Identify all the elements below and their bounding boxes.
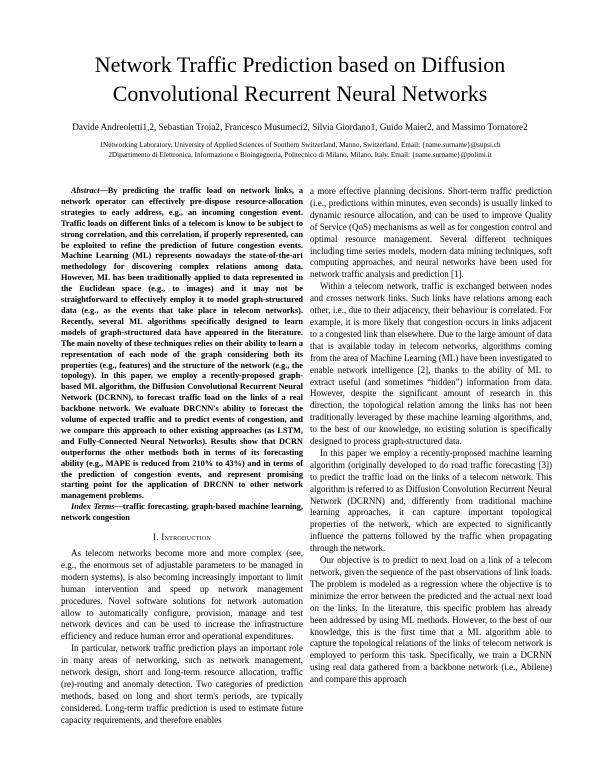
paragraph: In particular, network traffic prediction plays an important role in many areas of networking, such as network management, network design, short and long-term resource allocation, traffic (re)-routing and anomaly detection. Two categories of prediction methods, based on long and short term's periods, are typically considered. Long-term traffic prediction is used to estimate future capacity requirements, and therefore enables xyxy=(61,643,303,725)
abstract-lead: Abstract xyxy=(71,186,100,195)
index-terms-lead: Index Terms xyxy=(71,502,115,512)
paragraph: Our objective is to predict to next load on a link of a telecom network, given the sequence of the past observations of link loads. The problem is modeled as a regression where the objective is to minimize the error between the predicted and the actual next load on the links. In the literature, this specific problem has already been addressed by using ML methods. However, to the best of our knowledge, this is the first time that a ML algorithm able to capture the topological relations of the links of telecom network is employed to perform this task. Specifically, we train a DCRNN using real data gathered from a backbone network (i.e., Abilene) and compare this approach xyxy=(310,555,552,685)
author-list: Davide Andreoletti1,2, Sebastian Troia2, Francesco Musumeci2, Silvia Giordano1, Guido Maier2, and Massimo Tornatore2 xyxy=(72,122,528,132)
right-column xyxy=(310,186,552,764)
paragraph: a more effective planning decisions. Short-term traffic prediction (i.e., predictions within minutes, even seconds) is usually linked to dynamic resource allocation, and can be used to improve Quality of Service (QoS) mechanisms as well as for congestion control and optimal resource management. Several different techniques including time series models, modern data mining techniques, soft computing approaches, and neural networks have been used for network traffic analysis and prediction [1]. xyxy=(310,186,552,280)
affiliation-2: 2Dipartimento di Elettronica, Informazione e Bioingegneria, Politecnico di Milano, Milano, Italy, Email: {name.surname}@polimi.it xyxy=(108,150,492,159)
affiliations xyxy=(20,141,580,160)
abstract-text: —By predicting the traffic load on network links, a network operator can effectively pre-dispose resource-allocation strategies to early address, e.g., an incoming congestion event. Traffic loads on different links of a telecom is know to be subject to strong correlation, and this correlation, if properly represented, can be exploited to refine the prediction of future congestion events. Machine Learning (ML) represents nowadays the state-of-the-art methodology for discovering complex relations among data. However, ML has been traditionally applied to data represented in the Euclidean space (e.g., to images) and it may not be straightforward to effectively employ it to model graph-structured data (e.g., as the events that take place in telecom networks). Recently, several ML algorithms specifically designed to learn models of graph-structured data have appeared in the literature. The main novelty of these techniques relies on their ability to learn a representation of each node of the graph considering both its properties (e.g., features) and the structure of the network (e.g., the topology). In this paper, we employ a recently-proposed graph-based ML algorithm, the Diffusion Convolutional Recurrent Neural Network (DCRNN), to forecast traffic load on the links of a real backbone network. We evaluate DRCNN's ability to forecast the volume of expected traffic and to predict events of congestion, and we compare this approach to other existing approaches (as LSTM, and Fully-Connected Neural Networks). Results show that DCRN outperforms the other methods both in terms of its forecasting ability (e.g., MAPE is reduced from 210% to 43%) and in terms of the prediction of congestion events, and represent promising starting point for the application of DRCNN to other network management problems. xyxy=(61,186,303,501)
index-terms-text: —traffic forecasting, graph-based machine learning, network congestion xyxy=(61,502,303,523)
index-terms xyxy=(61,502,303,524)
left-column xyxy=(61,186,303,764)
section-heading-introduction: I. Introduction xyxy=(152,532,212,543)
paragraph: In this paper we employ a recently-proposed machine learning algorithm (originally developed to do road traffic forecasting [3]) to predict the traffic load on the links of a telecom network. This algorithm is referred to as Diffusion Convolution Recurrent Neural Network (DCRNN) and, differently from traditional machine learning approaches, it can capture important topological properties of the network, which are expected to significantly influence the patterns followed by the traffic when propagating through the network. xyxy=(310,447,552,554)
paper-title: Network Traffic Prediction based on Diffusion Convolutional Recurrent Neural Networks xyxy=(94,52,506,106)
abstract xyxy=(61,186,303,502)
paragraph: As telecom networks become more and more complex (see, e.g., the enormous set of adjustable parameters to be managed in modern systems), is also becoming increasingly important to limit human intervention and speed up network management procedures. Novel software solutions for network automation allow to automatically configure, provision, manage and test network devices and can be used to increase the infrastructure efficiency and reduce human error and operational expenditures. xyxy=(61,548,303,642)
affiliation-1: 1Networking Laboratory, University of Applied Sciences of Southern Switzerland, Manno, Switzerland, Email: {name.surname}@supsi.ch xyxy=(99,141,501,149)
paragraph: Within a telecom network, traffic is exchanged between nodes and crosses network links. Such links have relations among each other, i.e., due to their adjacency, their behaviour is correlated. For example, it is more likely that congestion occurs in links adjacent to a congested link than elsewhere. Due to the large amount of data that is available today in telecom networks, algorithms coming from the area of Machine Learning (ML) have been investigated to enable network intelligence [2], thanks to the ability of ML to extract useful (and sometimes “hidden”) information from data. However, despite the significant amount of research in this direction, the topological relation among the links has not been traditionally leveraged by these machine learning algorithms, and, to the best of our knowledge, no existing solution is specifically designed to process graph-structured data. xyxy=(310,281,552,447)
